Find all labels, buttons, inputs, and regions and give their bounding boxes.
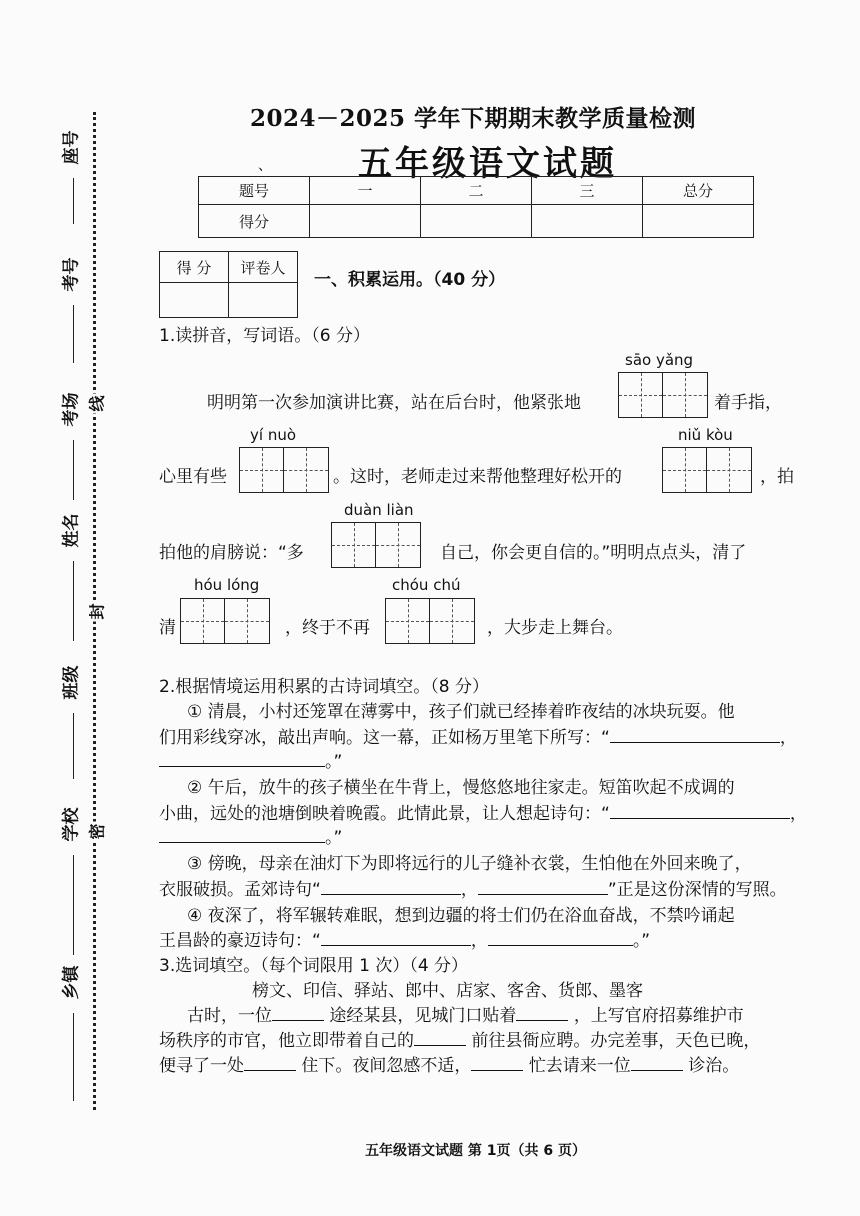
char-grid-sao-yang[interactable] <box>618 372 708 418</box>
stray-mark: 、 <box>258 158 272 174</box>
poem-blank[interactable] <box>610 727 780 743</box>
q2-p2-line1: ② 午后，放牛的孩子横坐在牛背上，慢悠悠地往家走。短笛吹起不成调的 <box>187 778 735 798</box>
grader-name-header: 评卷人 <box>229 252 298 283</box>
score-header-cell: 二 <box>421 177 532 205</box>
pinyin-chou-chu: chóu chú <box>392 576 461 594</box>
pinyin-sao-yang: sāo yǎng <box>625 351 694 369</box>
q2-p4-line2: 王昌龄的豪迈诗句：“ ， 。” <box>159 931 651 951</box>
score-cell[interactable] <box>421 205 532 238</box>
pinyin-niu-kou: niǔ kòu <box>678 426 733 444</box>
township-blank[interactable] <box>73 1013 74 1101</box>
pinyin-duan-lian: duàn liàn <box>344 501 414 519</box>
q1-line1a: 明明第一次参加演讲比赛，站在后台时，他紧张地 <box>207 393 581 413</box>
section1-title: 一、积累运用。（40 分） <box>314 270 506 290</box>
q2-p2-line3: 。” <box>159 823 342 848</box>
grader-name-cell[interactable] <box>229 283 298 318</box>
score-cell[interactable] <box>532 205 643 238</box>
score-header-cell: 题号 <box>199 177 310 205</box>
poem-blank[interactable] <box>159 827 325 843</box>
q1-line2a: 心里有些 <box>159 467 227 487</box>
q1-title: 1.读拼音，写词语。（6 分） <box>159 326 370 346</box>
pinyin-yi-nuo: yí nuò <box>250 426 297 444</box>
exam-title: 2024－2025 学年下期期末教学质量检测 <box>250 105 697 132</box>
q1-line4a: 清 <box>159 618 176 638</box>
char-grid-yi-nuo[interactable] <box>239 447 329 493</box>
township-label: 乡镇 <box>61 965 82 1000</box>
word-blank[interactable] <box>631 1055 683 1071</box>
school-blank[interactable] <box>73 855 74 955</box>
subject-title: 五年级语文试题 <box>358 144 617 184</box>
score-row-label: 得分 <box>199 205 310 238</box>
q1-line1b: 着手指， <box>714 393 782 413</box>
class-label: 班级 <box>61 665 82 700</box>
seal-char-seal: 封 <box>85 601 108 621</box>
q1-line4c: ，大步走上舞台。 <box>487 618 623 638</box>
school-label: 学校 <box>61 807 82 842</box>
q2-p1-line3: 。” <box>159 747 342 772</box>
name-blank[interactable] <box>73 561 74 641</box>
score-header-cell: 总分 <box>643 177 754 205</box>
q1-line4b: ，终于不再 <box>285 618 370 638</box>
score-cell[interactable] <box>643 205 754 238</box>
word-blank[interactable] <box>471 1055 523 1071</box>
q3-title: 3.选词填空。（每个词限用 1 次）（4 分） <box>159 956 469 976</box>
q3-line1: 古时，一位 途经某县，见城门口贴着 ，上写官府招募维护市 <box>187 1006 744 1026</box>
word-blank[interactable] <box>244 1055 296 1071</box>
exam-room-label: 考场 <box>61 392 82 427</box>
grader-score-header: 得 分 <box>160 252 229 283</box>
q2-title: 2.根据情境运用积累的古诗词填空。（8 分） <box>159 677 489 697</box>
exam-number-blank[interactable] <box>73 305 74 363</box>
exam-number-label: 考号 <box>61 257 82 292</box>
q3-line2: 场秩序的市官，他立即带着自己的 前往县衙应聘。办完差事，天色已晚， <box>159 1031 761 1051</box>
char-grid-chou-chu[interactable] <box>385 598 475 644</box>
q3-word-bank: 榜文、印信、驿站、郎中、店家、客舍、货郎、墨客 <box>252 981 643 1001</box>
page-footer: 五年级语文试题 第 1页（共 6 页） <box>365 1143 586 1159</box>
poem-blank[interactable] <box>478 879 608 895</box>
poem-blank[interactable] <box>321 930 471 946</box>
poem-blank[interactable] <box>610 803 790 819</box>
exam-room-blank[interactable] <box>73 440 74 500</box>
class-blank[interactable] <box>73 713 74 779</box>
seal-char-secret: 密 <box>85 821 108 841</box>
score-header-cell: 三 <box>532 177 643 205</box>
char-grid-duan-lian[interactable] <box>331 522 421 568</box>
q2-p1-line2: 们用彩线穿冰，敲出声响。这一幕，正如杨万里笔下所写：“ ， <box>159 728 797 748</box>
char-grid-hou-long[interactable] <box>180 598 270 644</box>
score-cell[interactable] <box>310 205 421 238</box>
char-grid-niu-kou[interactable] <box>662 447 752 493</box>
q1-line3b: 自己，你会更自信的。”明明点点头，清了 <box>440 543 747 563</box>
pinyin-hou-long: hóu lóng <box>194 576 260 594</box>
score-header-cell: 一 <box>310 177 421 205</box>
poem-blank[interactable] <box>321 879 461 895</box>
grader-score-cell[interactable] <box>160 283 229 318</box>
q2-p3-line1: ③ 傍晚，母亲在油灯下为即将远行的儿子缝补衣裳，生怕他在外回来晚了， <box>187 854 752 874</box>
score-table <box>198 176 754 238</box>
q2-p1-line1: ① 清晨，小村还笼罩在薄雾中，孩子们就已经捧着昨夜结的冰块玩耍。他 <box>187 702 735 722</box>
q2-p4-line1: ④ 夜深了，将军辗转难眠，想到边疆的将士们仍在浴血奋战，不禁吟诵起 <box>187 906 735 926</box>
poem-blank[interactable] <box>488 930 633 946</box>
q1-line3a: 拍他的肩膀说：“多 <box>159 543 304 563</box>
q3-line3: 便寻了一处 住下。夜间忽感不适， 忙去请来一位 诊治。 <box>159 1056 740 1076</box>
q2-p3-line2: 衣服破损。孟郊诗句“ ， ”正是这份深情的写照。 <box>159 880 787 900</box>
seat-number-label: 座号 <box>61 130 82 165</box>
q2-p2-line2: 小曲，远处的池塘倒映着晚霞。此情此景，让人想起诗句：“ ， <box>159 804 807 824</box>
name-label: 姓名 <box>61 513 82 548</box>
word-blank[interactable] <box>272 1005 324 1021</box>
word-blank[interactable] <box>414 1030 466 1046</box>
seat-number-blank[interactable] <box>73 178 74 224</box>
q1-line2b: 。这时，老师走过来帮他整理好松开的 <box>333 467 622 487</box>
grader-table <box>159 251 298 318</box>
q1-line2c: ，拍 <box>760 467 794 487</box>
word-blank[interactable] <box>516 1005 568 1021</box>
poem-blank[interactable] <box>159 751 325 767</box>
seal-char-line: 线 <box>85 393 108 413</box>
